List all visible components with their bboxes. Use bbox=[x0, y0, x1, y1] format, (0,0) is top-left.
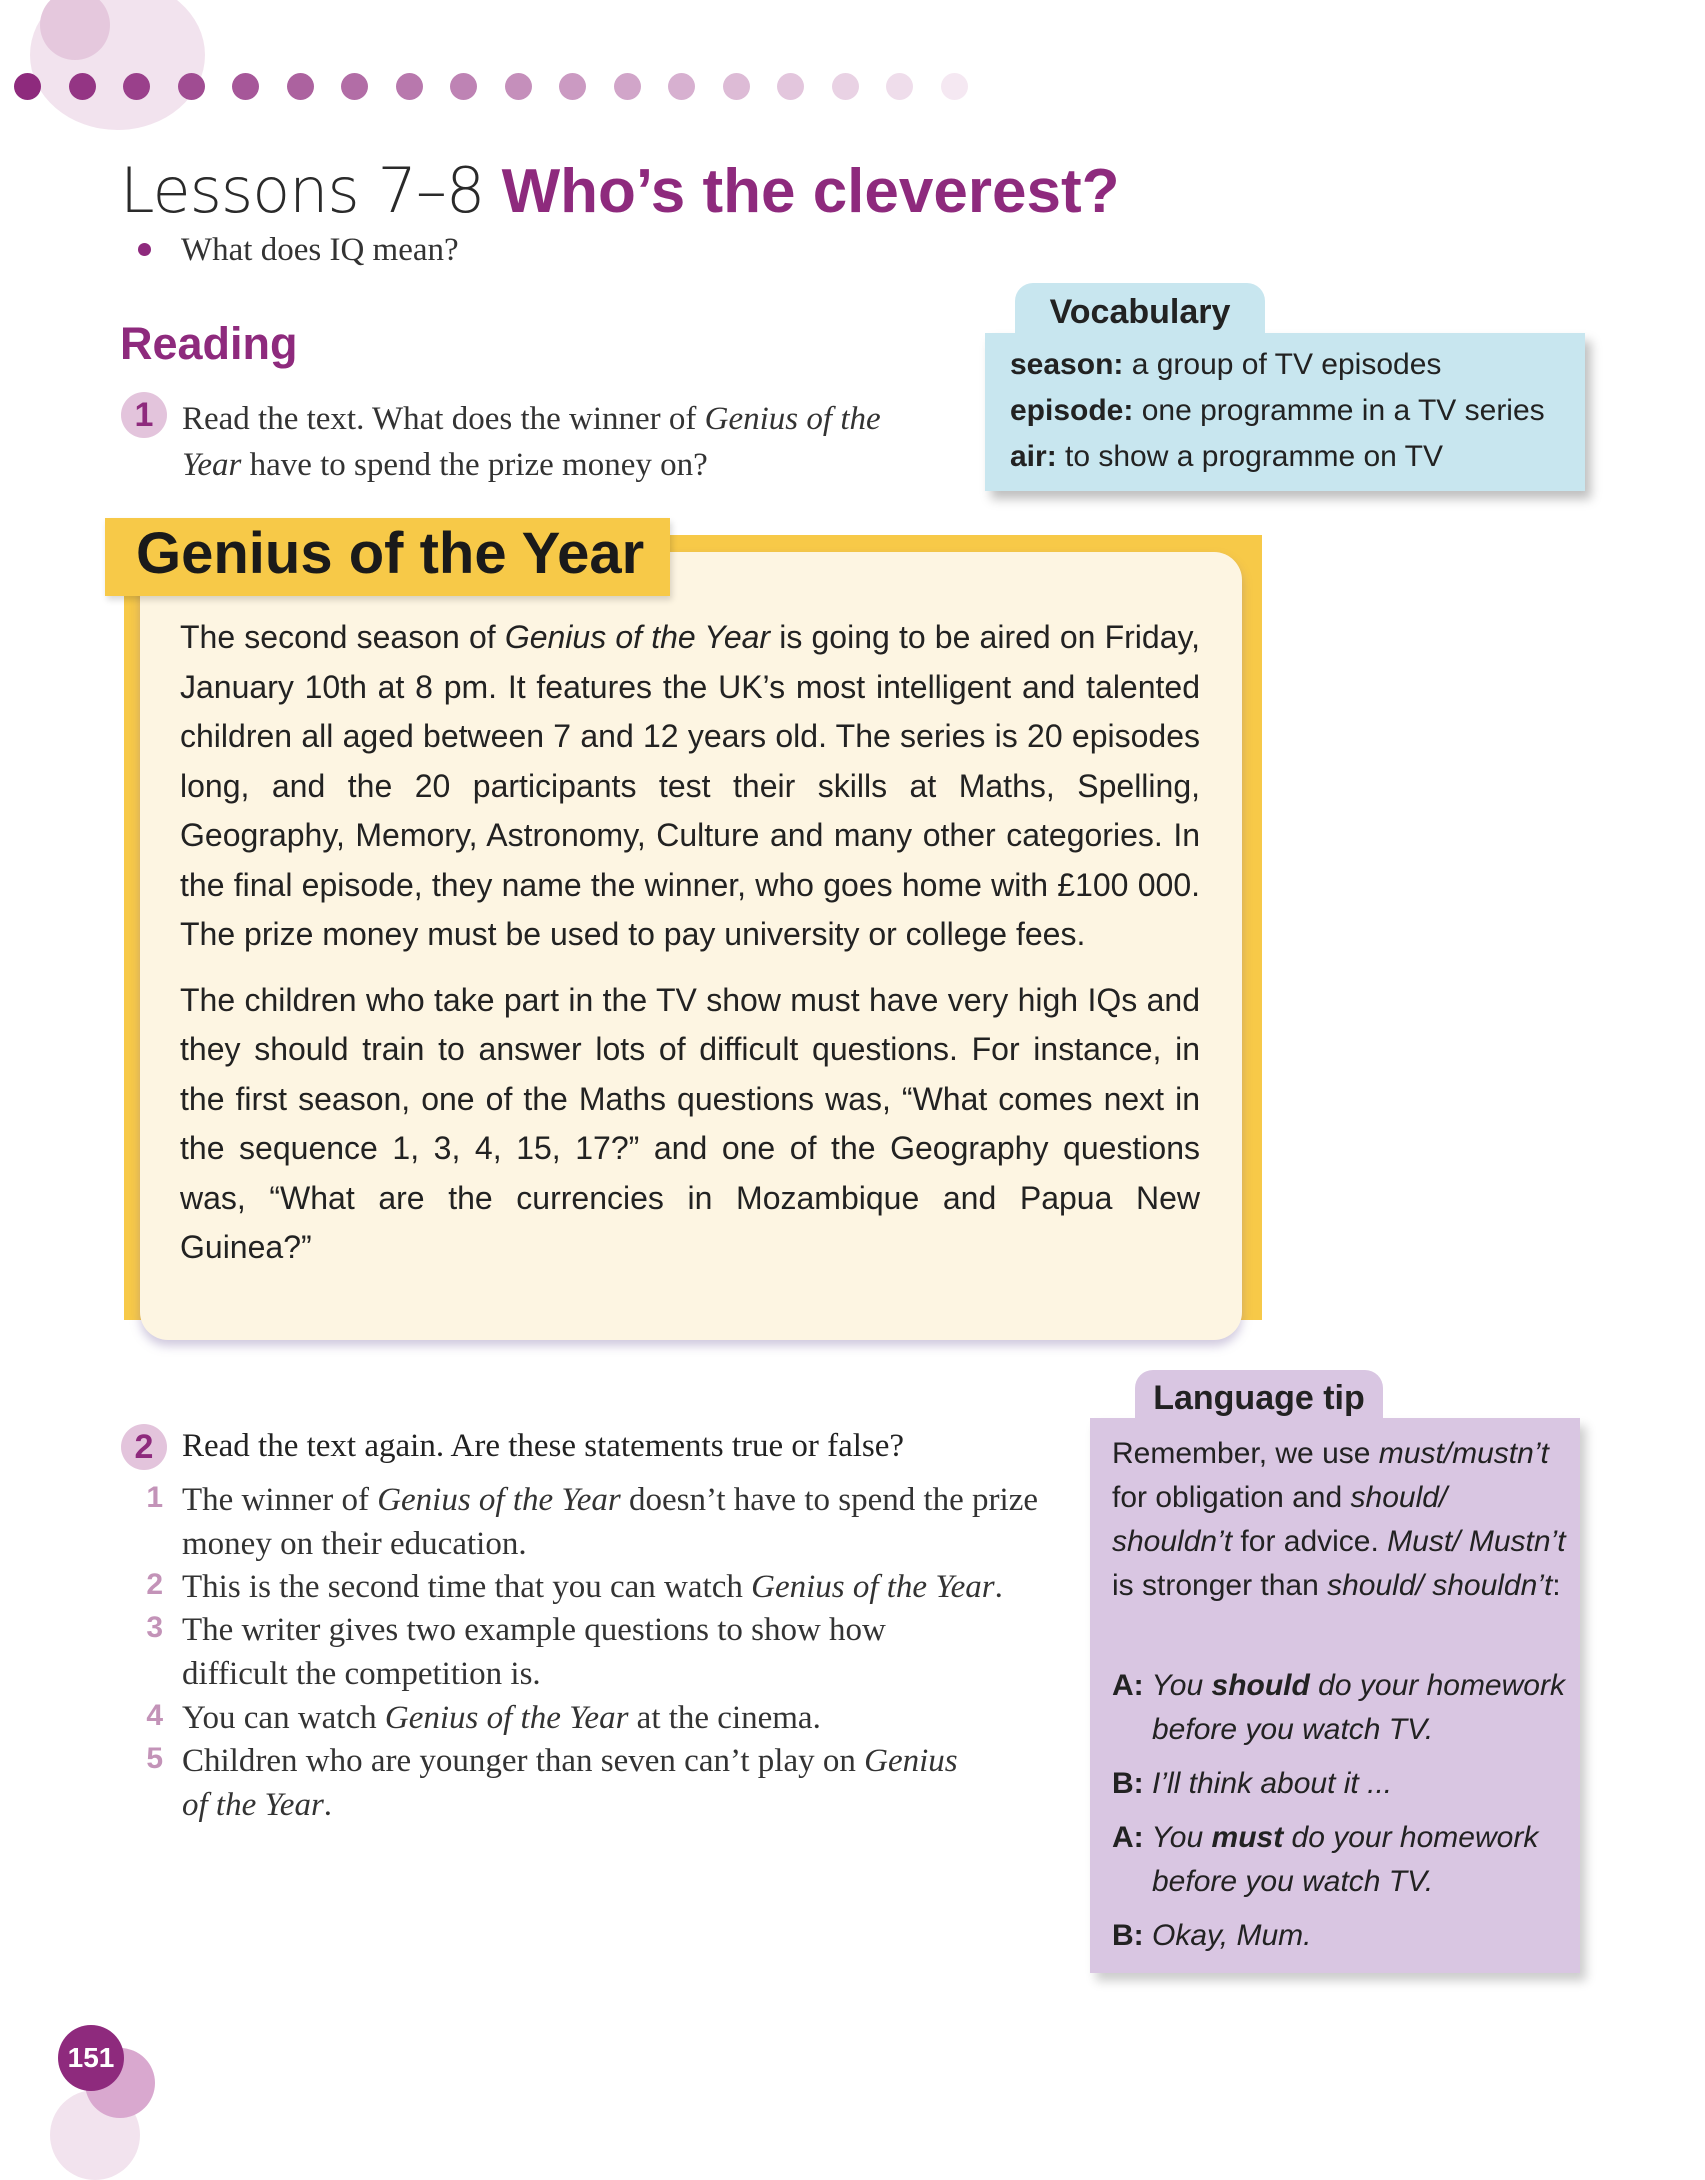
lesson-title: Who’s the cleverest? bbox=[501, 157, 1120, 226]
task2-instruction: Read the text again. Are these statements true or false? bbox=[182, 1428, 905, 1464]
decorative-dot bbox=[886, 73, 913, 100]
statement-number: 3 bbox=[146, 1611, 163, 1644]
language-tip-text: Remember, we use must/mustn’t for obligation and should/ shouldn’t for advice. Must/ Mustn’t is stronger than should/ shouldn’t: bbox=[1112, 1437, 1566, 1602]
statement-number: 1 bbox=[146, 1481, 163, 1514]
lead-question: What does IQ mean? bbox=[138, 232, 459, 269]
decorative-dot bbox=[69, 73, 96, 100]
decorative-dot bbox=[450, 73, 477, 100]
task-number-badge: 2 bbox=[121, 1424, 167, 1470]
vocabulary-item: season: a group of TV episodes bbox=[1010, 348, 1442, 381]
bullet-icon bbox=[138, 243, 151, 256]
decorative-dot bbox=[668, 73, 695, 100]
statement-number: 5 bbox=[146, 1742, 163, 1775]
decorative-dot bbox=[505, 73, 532, 100]
decorative-dot bbox=[559, 73, 586, 100]
article-paragraph: The second season of Genius of the Year is going to be aired on Friday, January 10th at 8 pm. It features the UK’s most intelligent and talented children all aged between 7 and 12 years old. The series is 20 episodes long, and the 20 participants test their skills at Maths, Spelling, Geography, Memory, Astronomy, Culture and many other categories. In the final episode, they name the winner, who goes home with £100 000. The prize money must be used to pay university or college fees. bbox=[180, 619, 1201, 952]
decorative-dot bbox=[287, 73, 314, 100]
statement-number: 2 bbox=[146, 1568, 163, 1601]
vocabulary-title: Vocabulary bbox=[1015, 283, 1265, 338]
statement: This is the second time that you can watch Genius of the Year. bbox=[182, 1569, 1003, 1605]
vocabulary-item: air: to show a programme on TV bbox=[1010, 440, 1443, 473]
dialogue-line: B: Okay, Mum. bbox=[1112, 1919, 1312, 1952]
decorative-dot bbox=[123, 73, 150, 100]
decorative-dot bbox=[14, 73, 41, 100]
decorative-dot bbox=[777, 73, 804, 100]
article-body bbox=[180, 613, 1200, 1289]
page-number: 151 bbox=[58, 2025, 124, 2091]
statement-number: 4 bbox=[146, 1699, 163, 1732]
task1-instruction: Read the text. What does the winner of Genius of the Year have to spend the prize money on? bbox=[182, 401, 881, 483]
lessons-label: Lessons 7–8 bbox=[120, 154, 485, 227]
dialogue-line: A: You must do your homework before you watch TV. bbox=[1112, 1821, 1539, 1898]
page-title bbox=[120, 155, 1119, 228]
decorative-dot bbox=[341, 73, 368, 100]
decorative-dot bbox=[178, 73, 205, 100]
dialogue-line: A: You should do your homework before you watch TV. bbox=[1112, 1669, 1565, 1746]
statement: The writer gives two example questions to show how difficult the competition is. bbox=[182, 1612, 886, 1692]
decorative-dot bbox=[723, 73, 750, 100]
article-title: Genius of the Year bbox=[136, 521, 645, 586]
statement: The winner of Genius of the Year doesn’t have to spend the prize money on their education. bbox=[182, 1482, 1039, 1562]
decorative-dot bbox=[832, 73, 859, 100]
language-tip-title: Language tip bbox=[1135, 1370, 1383, 1422]
decorative-dot bbox=[941, 73, 968, 100]
article-paragraph: The children who take part in the TV show must have very high IQs and they should train to answer lots of difficult questions. For instance, in the first season, one of the Maths questions was, “What comes next in the sequence 1, 3, 4, 15, 17?” and one of the Geography questions was, “What are the currencies in Mozambique and Papua New Guinea?” bbox=[180, 981, 1200, 1265]
decorative-dot bbox=[396, 73, 423, 100]
decorative-dot bbox=[614, 73, 641, 100]
statement: You can watch Genius of the Year at the cinema. bbox=[182, 1700, 821, 1736]
statement: Children who are younger than seven can’t play on Genius of the Year. bbox=[182, 1743, 958, 1823]
task-number-badge: 1 bbox=[121, 392, 167, 438]
vocabulary-item: episode: one programme in a TV series bbox=[1010, 394, 1545, 427]
decorative-dot bbox=[232, 73, 259, 100]
reading-heading: Reading bbox=[120, 318, 298, 369]
dialogue-line: B: I’ll think about it ... bbox=[1112, 1767, 1393, 1800]
